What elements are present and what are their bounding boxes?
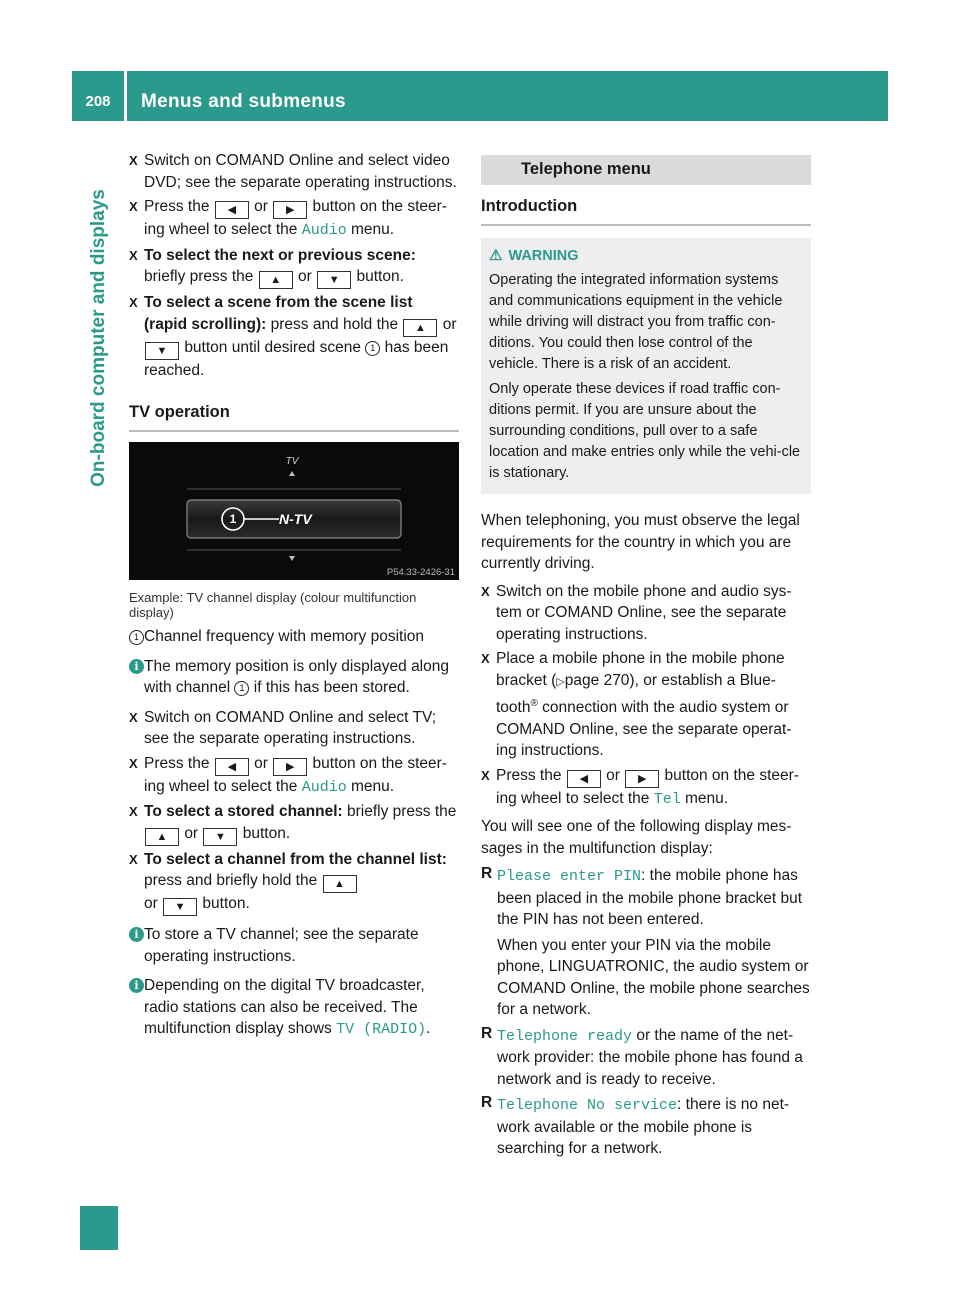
callout-number-icon: 1 [234, 681, 249, 696]
down-arrow-key-icon: ▼ [317, 271, 351, 289]
right-column [481, 155, 811, 1164]
step-item: X Place a mobile phone in the mobile phone bracket (▷page 270), or establish a Blue-tooth® connection with the audio system or COMAND Online, see the separate operat-ing instructions. [481, 650, 792, 760]
step-marker: X [129, 804, 138, 819]
header-divider [124, 71, 127, 121]
info-icon: i [129, 659, 144, 674]
up-arrow-key-icon: ▲ [403, 319, 437, 337]
step-marker: X [481, 651, 490, 666]
info-note: i To store a TV channel; see the separate operating instructions. [129, 924, 459, 967]
down-arrow-key-icon: ▼ [145, 342, 179, 360]
right-arrow-key-icon: ▶ [625, 770, 659, 788]
side-tab-label: On-board computer and displays [88, 189, 109, 487]
menu-name: Tel [653, 790, 681, 808]
left-column [129, 150, 459, 1049]
step-item: X To select the next or previous scene: briefly press the ▲ or ▼ button. [129, 245, 459, 290]
side-tab-marker [80, 1206, 118, 1250]
warning-text: Only operate these devices if road traffic con-ditions permit. If you are unsure about the surrounding conditions, pull over to a safe location and make entries only while the vehi-cle is stationary. [489, 381, 801, 481]
up-arrow-key-icon: ▲ [259, 271, 293, 289]
step-item: X Press the ◀ or ▶ button on the steer-ing wheel to select the Audio menu. [129, 754, 447, 796]
menu-name: Audio [301, 778, 347, 796]
down-arrow-key-icon: ▼ [163, 898, 197, 916]
side-tab [80, 128, 118, 548]
tv-display-image [129, 442, 459, 580]
step-item: X To select a channel from the channel list: press and briefly hold the ▲ or ▼ button. [129, 849, 459, 917]
list-item: R Telephone ready or the name of the net-work provider: the mobile phone has found a network and is ready to receive. [481, 1024, 803, 1088]
info-note: i The memory position is only displayed along with channel 1 if this has been stored. [129, 656, 459, 699]
section-heading-tv: TV operation [129, 403, 459, 432]
warning-title: ⚠ WARNING [489, 247, 579, 264]
callout-number-icon: 1 [365, 341, 380, 356]
list-item: R Please enter PIN: the mobile phone has been placed in the mobile phone bracket but the PIN has not been entered. When you enter your PIN via the mobile phone, LINGUATRONIC, the audio system or COMAND Online, the mobile phone searches for a network. [481, 865, 810, 1019]
legend-item: 1 Channel frequency with memory position [129, 626, 459, 648]
step-item: X Switch on COMAND Online and select video DVD; see the separate operating instructions. [129, 152, 457, 191]
step-item: X Switch on the mobile phone and audio sys-tem or COMAND Online, see the separate operating instructions. [481, 582, 792, 643]
step-marker: X [129, 851, 138, 867]
warning-triangle-icon: ⚠ [489, 247, 503, 264]
image-code: P54.33-2426-31 [386, 567, 455, 578]
left-arrow-key-icon: ◀ [215, 201, 249, 219]
info-icon: i [129, 927, 144, 942]
display-message: Telephone No service [497, 1097, 678, 1115]
step-marker: X [481, 767, 490, 783]
up-arrow-key-icon: ▲ [145, 828, 179, 846]
warning-text: Operating the integrated information systems and communications equipment in the vehicle while driving will distract you from traffic con-ditions. You could then lose control of the vehicle. There is a risk of an accident. [489, 272, 783, 372]
paragraph: You will see one of the following display mes-sages in the multifunction display: [481, 818, 792, 857]
section-heading-telephone: Telephone menu [481, 155, 811, 185]
tv-channel-name: N-TV [279, 511, 312, 527]
down-arrow-key-icon: ▼ [203, 828, 237, 846]
step-marker: X [129, 295, 138, 310]
step-marker: X [129, 153, 138, 168]
bullet-marker: R [481, 1094, 493, 1112]
right-arrow-key-icon: ▶ [273, 201, 307, 219]
up-arrow-key-icon: ▲ [323, 875, 357, 893]
tv-callout-number: 1 [229, 512, 237, 526]
step-item: X Press the ◀ or ▶ button on the steer-ing wheel to select the Tel menu. [481, 766, 799, 808]
step-marker: X [129, 755, 138, 771]
subsection-heading-introduction: Introduction [481, 185, 811, 226]
page-number: 208 [85, 93, 111, 110]
page-reference-icon: ▷ [556, 675, 565, 688]
list-item: R Telephone No service: there is no net-work available or the mobile phone is searching for a network. [481, 1094, 790, 1158]
step-item: X To select a stored channel: briefly press the ▲ or ▼ button. [129, 801, 459, 846]
step-item: X Press the ◀ or ▶ button on the steer-ing wheel to select the Audio menu. [129, 198, 447, 239]
step-marker: X [481, 583, 490, 599]
right-arrow-key-icon: ▶ [273, 758, 307, 776]
bullet-marker: R [481, 865, 493, 883]
step-marker: X [129, 709, 138, 725]
left-arrow-key-icon: ◀ [567, 770, 601, 788]
callout-number-icon: 1 [129, 630, 144, 645]
image-caption: Example: TV channel display (colour multifunction display) [129, 590, 417, 620]
menu-name: Audio [301, 222, 347, 239]
page-title: Menus and submenus [141, 91, 346, 112]
display-message: Telephone ready [497, 1027, 633, 1045]
bullet-marker: R [481, 1024, 493, 1042]
display-text: TV (RADIO) [336, 1021, 427, 1038]
tv-screen-graphic [129, 442, 459, 580]
paragraph: When telephoning, you must observe the legal requirements for the country in which you are currently driving. [481, 512, 800, 572]
info-icon: i [129, 978, 144, 993]
display-message: Please enter PIN [497, 868, 642, 886]
step-marker: X [129, 247, 138, 263]
step-marker: X [129, 199, 138, 214]
step-item: X To select a scene from the scene list (rapid scrolling): press and hold the ▲ or ▼ button until desired scene 1 has been reached. [129, 294, 457, 379]
tv-screen-label: TV [285, 456, 299, 467]
left-arrow-key-icon: ◀ [215, 758, 249, 776]
step-item: X Switch on COMAND Online and select TV; see the separate operating instructions. [129, 708, 437, 747]
warning-box [481, 238, 811, 494]
info-note: i Depending on the digital TV broadcaster, radio stations can also be received. The multifunction display shows TV (RADIO). [129, 975, 459, 1041]
